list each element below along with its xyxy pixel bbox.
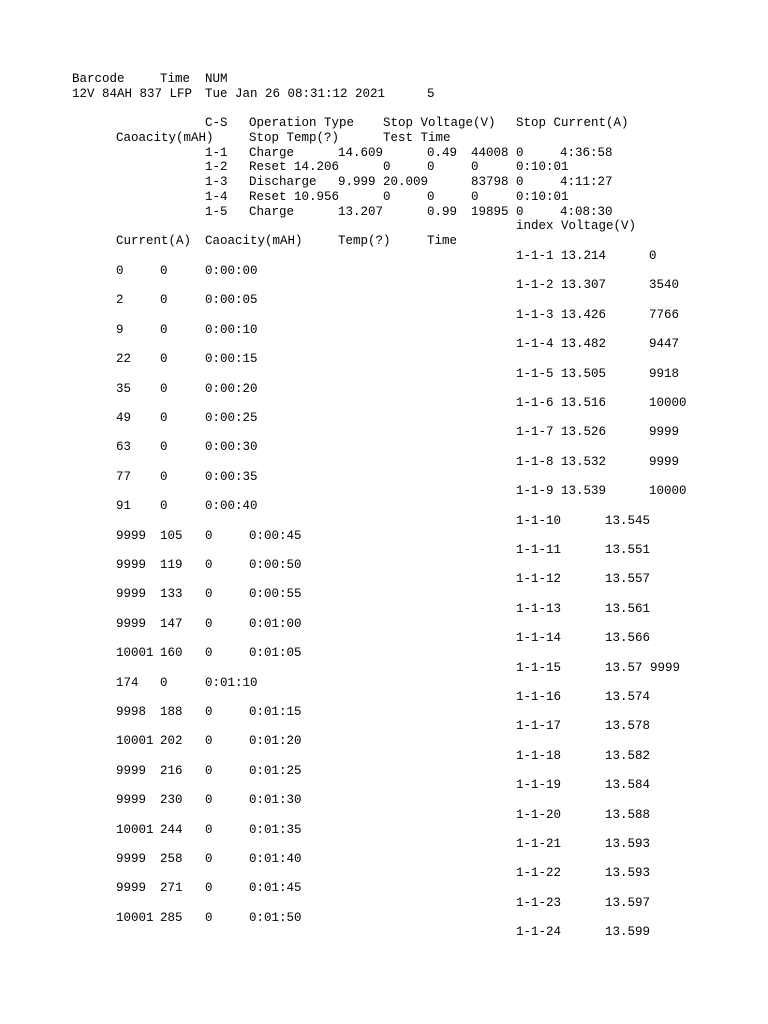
data-cell: 0: [160, 293, 168, 308]
step-voltage: 13.207: [338, 205, 384, 219]
voltage-value: 13.593: [605, 837, 651, 851]
data-cell: 0: [205, 734, 213, 749]
data-cell: 0: [160, 440, 168, 455]
data-cell: 119: [160, 558, 183, 572]
data-cell: 9999: [116, 558, 147, 572]
voltage-value: 9999: [649, 425, 680, 440]
step-current: 0: [427, 160, 435, 174]
voltage-index: 1-1-19: [516, 778, 562, 793]
step-voltage: 14.609: [338, 146, 384, 160]
data-cell: 0:00:25: [205, 411, 258, 425]
data-cell: 0: [205, 822, 213, 837]
voltage-value: 0: [649, 249, 657, 263]
data-cell: 0: [205, 616, 213, 631]
data-cell: 160: [160, 646, 183, 661]
data-cell: 0:01:10: [205, 675, 258, 690]
voltage-index: 1-1-17: [516, 719, 562, 734]
data-cell: 9999: [116, 587, 147, 602]
data-cell: 0:00:00: [205, 264, 258, 278]
step-type: Reset 14.206: [249, 160, 340, 174]
voltage-value: 13.578: [605, 719, 651, 734]
step-cs: 1-5: [205, 205, 228, 219]
test-time-header: Test Time: [383, 131, 451, 145]
data-cell: 0: [205, 881, 213, 896]
data-cell: 216: [160, 763, 183, 778]
data-cell: 35: [116, 381, 132, 396]
voltage-value: 10000: [649, 484, 687, 499]
barcode-value: 12V 84AH 837 LFP: [72, 87, 193, 101]
index-voltage-header: index Voltage(V): [516, 219, 637, 233]
voltage-index: 1-1-23: [516, 895, 562, 910]
cs-header: C-S: [205, 116, 228, 130]
voltage-value: 9447: [649, 337, 680, 352]
voltage-value: 13.566: [605, 631, 651, 646]
step-voltage: 0: [383, 160, 391, 174]
voltage-index: 1-1-24: [516, 925, 562, 940]
data-cell: 0: [160, 411, 168, 425]
data-cell: 0: [205, 558, 213, 572]
step-capacity: 0: [471, 190, 479, 204]
voltage-index: 1-1-16: [516, 690, 562, 704]
data-cell: 10001: [116, 734, 154, 749]
data-cell: 0:01:35: [249, 822, 302, 837]
data-cell: 9999: [116, 852, 147, 866]
data-cell: 271: [160, 881, 183, 896]
data-cell: 0: [205, 793, 213, 808]
step-capacity: 44008: [471, 146, 509, 160]
data-cell: 0:01:40: [249, 852, 302, 866]
step-time: 4:08:30: [560, 205, 613, 219]
step-capacity: 83798: [471, 175, 509, 189]
step-temp: 0: [516, 175, 524, 189]
data-cell: 0: [160, 352, 168, 367]
data-cell: 0: [160, 381, 168, 396]
data-cell: 0:00:55: [249, 587, 302, 602]
voltage-index: 1-1-21: [516, 837, 562, 851]
data-cell: 0: [160, 499, 168, 514]
step-capacity: 0: [471, 160, 479, 174]
data-cell: 9999: [116, 793, 147, 808]
voltage-value: 13.599: [605, 925, 651, 940]
data-cell: 0:01:45: [249, 881, 302, 896]
data-cell: 9999: [116, 763, 147, 778]
data-cell: 9: [116, 322, 124, 337]
voltage-value: 13.593: [605, 866, 651, 881]
voltage-value: 13.561: [605, 601, 651, 616]
data-cell: 147: [160, 616, 183, 631]
data-cell: 0: [205, 852, 213, 866]
data-cell: 77: [116, 469, 132, 484]
step-current: 0: [427, 190, 435, 204]
voltage-index: 1-1-11: [516, 543, 562, 557]
data-cell: 9998: [116, 705, 147, 719]
data-cell: 0: [205, 910, 213, 925]
data-cell: 0:01:30: [249, 793, 302, 808]
voltage-index: 1-1-5 13.505: [516, 366, 607, 381]
data-cell: 0:00:50: [249, 558, 302, 572]
step-time: 0:10:01: [516, 190, 569, 204]
data-cell: 285: [160, 910, 183, 925]
stop-temp-header: Stop Temp(?): [249, 131, 340, 145]
data-cell: 258: [160, 852, 183, 866]
data-cell: 0:00:15: [205, 352, 258, 367]
data-cell: 0:01:15: [249, 705, 302, 719]
data-cell: 0:01:00: [249, 616, 302, 631]
num-label: NUM: [205, 72, 228, 86]
data-cell: 0:00:40: [205, 499, 258, 514]
voltage-value: 3540: [649, 278, 680, 293]
voltage-value: 10000: [649, 396, 687, 410]
voltage-index: 1-1-13: [516, 601, 562, 616]
detail-capacity-header: Caoacity(mAH): [205, 234, 303, 248]
data-cell: 0: [205, 763, 213, 778]
data-cell: 230: [160, 793, 183, 808]
data-cell: 0: [160, 322, 168, 337]
step-voltage: 0: [383, 190, 391, 204]
data-cell: 0: [205, 705, 213, 719]
capacity-header: Caoacity(mAH): [116, 131, 214, 145]
stop-voltage-header: Stop Voltage(V): [383, 116, 496, 130]
voltage-index: 1-1-9 13.539: [516, 484, 607, 499]
data-cell: 0:01:20: [249, 734, 302, 749]
step-type: Charge: [249, 146, 295, 160]
data-cell: 2: [116, 293, 124, 308]
voltage-index: 1-1-14: [516, 631, 562, 646]
step-type: Charge: [249, 205, 295, 219]
voltage-index: 1-1-15: [516, 660, 562, 675]
data-cell: 0:01:25: [249, 763, 302, 778]
stop-current-header: Stop Current(A): [516, 116, 629, 130]
voltage-value: 13.584: [605, 778, 651, 793]
step-type: Discharge: [249, 175, 317, 189]
voltage-index: 1-1-1 13.214: [516, 249, 607, 263]
current-header: Current(A): [116, 234, 192, 248]
voltage-value: 13.545: [605, 513, 651, 528]
operation-type-header: Operation Type: [249, 116, 355, 130]
data-cell: 105: [160, 528, 183, 543]
step-type: Reset 10.956: [249, 190, 340, 204]
voltage-index: 1-1-20: [516, 807, 562, 822]
data-cell: 9999: [116, 528, 147, 543]
data-cell: 133: [160, 587, 183, 602]
step-cs: 1-4: [205, 190, 228, 204]
data-cell: 0: [160, 264, 168, 278]
time-value: Tue Jan 26 08:31:12 2021: [205, 87, 386, 101]
step-cs: 1-3: [205, 175, 228, 189]
voltage-value: 9999: [649, 454, 680, 469]
data-cell: 0: [205, 528, 213, 543]
data-cell: 10001: [116, 646, 154, 661]
data-cell: 0:01:05: [249, 646, 302, 661]
step-cs: 1-2: [205, 160, 228, 174]
data-cell: 188: [160, 705, 183, 719]
time-label: Time: [160, 72, 191, 86]
voltage-value: 13.557: [605, 572, 651, 587]
data-cell: 0:01:50: [249, 910, 302, 925]
voltage-index: 1-1-12: [516, 572, 562, 587]
voltage-value: 13.588: [605, 807, 651, 822]
num-value: 5: [427, 87, 435, 101]
step-time: 0:10:01: [516, 160, 569, 174]
step-current: 0.49: [427, 146, 458, 160]
data-cell: 0: [205, 646, 213, 661]
voltage-index: 1-1-7 13.526: [516, 425, 607, 440]
data-cell: 0: [160, 469, 168, 484]
step-temp: 0: [516, 205, 524, 219]
voltage-value: 13.574: [605, 690, 651, 704]
voltage-index: 1-1-3 13.426: [516, 307, 607, 322]
data-cell: 202: [160, 734, 183, 749]
voltage-value: 9918: [649, 366, 680, 381]
step-time: 4:36:58: [560, 146, 613, 160]
step-cs: 1-1: [205, 146, 228, 160]
temp-header: Temp(?): [338, 234, 391, 248]
voltage-index: 1-1-6 13.516: [516, 396, 607, 410]
voltage-index: 1-1-10: [516, 513, 562, 528]
voltage-index: 1-1-2 13.307: [516, 278, 607, 293]
data-cell: 0:00:30: [205, 440, 258, 455]
data-cell: 0:00:20: [205, 381, 258, 396]
voltage-index: 1-1-22: [516, 866, 562, 881]
voltage-index: 1-1-18: [516, 748, 562, 763]
data-cell: 10001: [116, 822, 154, 837]
voltage-value: 13.597: [605, 895, 651, 910]
voltage-value: 7766: [649, 307, 680, 322]
data-cell: 0: [160, 675, 168, 690]
data-cell: 22: [116, 352, 132, 367]
time-header: Time: [427, 234, 458, 248]
voltage-index: 1-1-4 13.482: [516, 337, 607, 352]
data-cell: 244: [160, 822, 183, 837]
step-time: 4:11:27: [560, 175, 613, 189]
data-cell: 174: [116, 675, 139, 690]
step-voltage: 9.999 20.009: [338, 175, 429, 189]
data-cell: 63: [116, 440, 132, 455]
data-cell: 10001: [116, 910, 154, 925]
data-cell: 91: [116, 499, 132, 514]
voltage-value: 13.57 9999: [605, 660, 681, 675]
voltage-value: 13.551: [605, 543, 651, 557]
voltage-value: 13.582: [605, 748, 651, 763]
data-cell: 9999: [116, 881, 147, 896]
data-cell: 0:00:05: [205, 293, 258, 308]
data-cell: 0:00:35: [205, 469, 258, 484]
step-temp: 0: [516, 146, 524, 160]
data-cell: 0:00:10: [205, 322, 258, 337]
voltage-index: 1-1-8 13.532: [516, 454, 607, 469]
step-capacity: 19895: [471, 205, 509, 219]
data-cell: 0: [205, 587, 213, 602]
data-cell: 0: [116, 264, 124, 278]
barcode-label: Barcode: [72, 72, 125, 86]
step-current: 0.99: [427, 205, 458, 219]
data-cell: 0:00:45: [249, 528, 302, 543]
data-cell: 9999: [116, 616, 147, 631]
data-cell: 49: [116, 411, 132, 425]
